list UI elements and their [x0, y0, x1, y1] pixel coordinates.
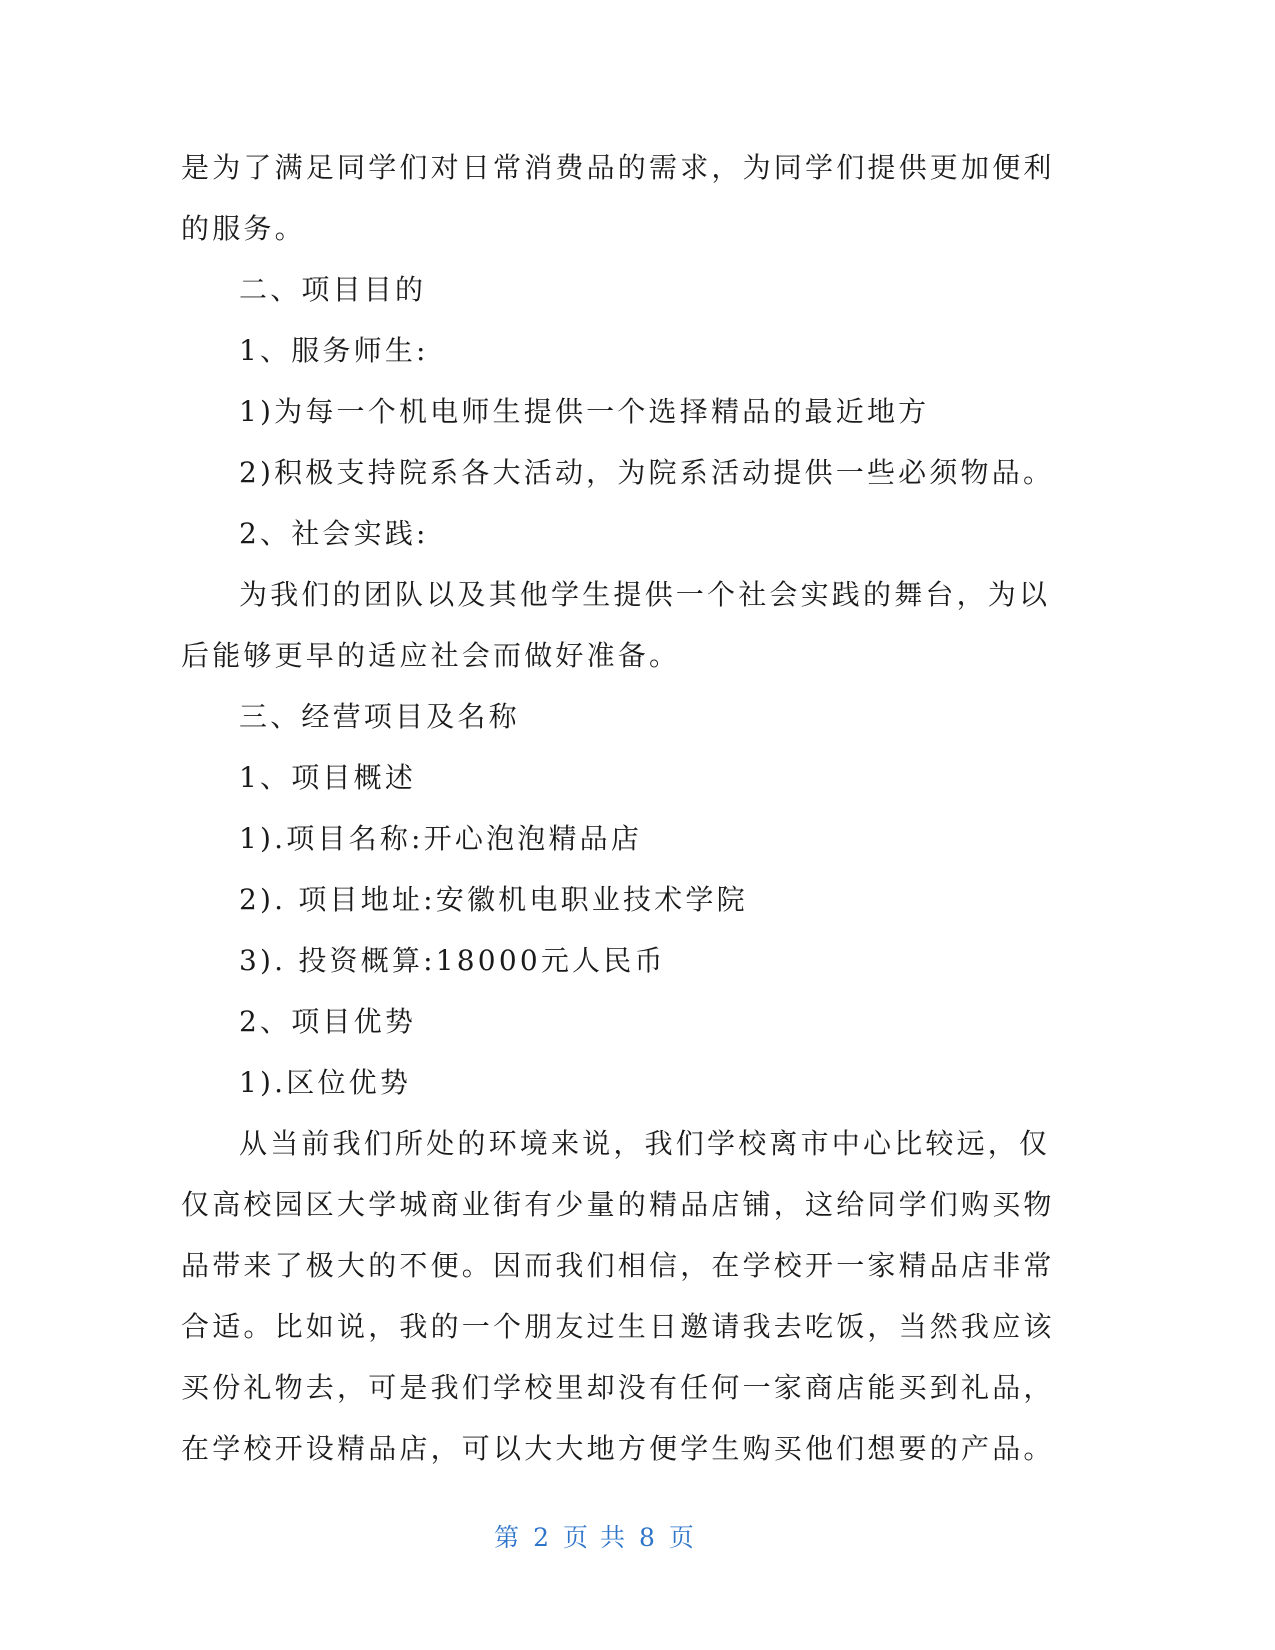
section-heading-3: 三、经营项目及名称 [239, 700, 520, 733]
page-footer [0, 1518, 1190, 1554]
text-line-9: 后能够更早的适应社会而做好准备。 [181, 639, 681, 672]
subheading-overview: 1、项目概述 [239, 761, 417, 794]
text-line-2: 的服务。 [181, 212, 306, 245]
list-item: 1).项目名称:开心泡泡精品店 [239, 822, 643, 855]
text-line-18: 仅高校园区大学城商业街有少量的精品店铺，这给同学们购买物 [181, 1188, 1055, 1221]
footer-prefix: 第 [494, 1523, 522, 1552]
list-item: 2)积极支持院系各大活动，为院系活动提供一些必须物品。 [239, 456, 1055, 489]
text-line-1: 是为了满足同学们对日常消费品的需求，为同学们提供更加便利 [181, 151, 1055, 184]
footer-suffix: 页 [668, 1523, 696, 1552]
text-line-22: 在学校开设精品店，可以大大地方便学生购买他们想要的产品。 [181, 1432, 1055, 1465]
footer-page-number: 2 [533, 1523, 552, 1552]
list-item: 3). 投资概算:18000元人民币 [239, 944, 666, 977]
text-line-8: 为我们的团队以及其他学生提供一个社会实践的舞台，为以 [239, 578, 1051, 611]
list-item: 1)为每一个机电师生提供一个选择精品的最近地方 [239, 395, 930, 428]
list-item: 1).区位优势 [239, 1066, 412, 1099]
section-heading-2: 二、项目目的 [239, 273, 427, 306]
text-line-21: 买份礼物去，可是我们学校里却没有任何一家商店能买到礼品， [181, 1371, 1055, 1404]
text-line-19: 品带来了极大的不便。因而我们相信，在学校开一家精品店非常 [181, 1249, 1055, 1282]
subheading-advantage: 2、项目优势 [239, 1005, 417, 1038]
document-body [181, 137, 1061, 1479]
list-item: 2). 项目地址:安徽机电职业技术学院 [239, 883, 748, 916]
subheading-serve: 1、服务师生: [239, 334, 429, 367]
text-line-17: 从当前我们所处的环境来说，我们学校离市中心比较远，仅 [239, 1127, 1051, 1160]
footer-total-pages: 8 [638, 1523, 657, 1552]
text-line-20: 合适。比如说，我的一个朋友过生日邀请我去吃饭，当然我应该 [181, 1310, 1055, 1343]
subheading-practice: 2、社会实践: [239, 517, 429, 550]
footer-middle: 页 共 [563, 1523, 627, 1552]
